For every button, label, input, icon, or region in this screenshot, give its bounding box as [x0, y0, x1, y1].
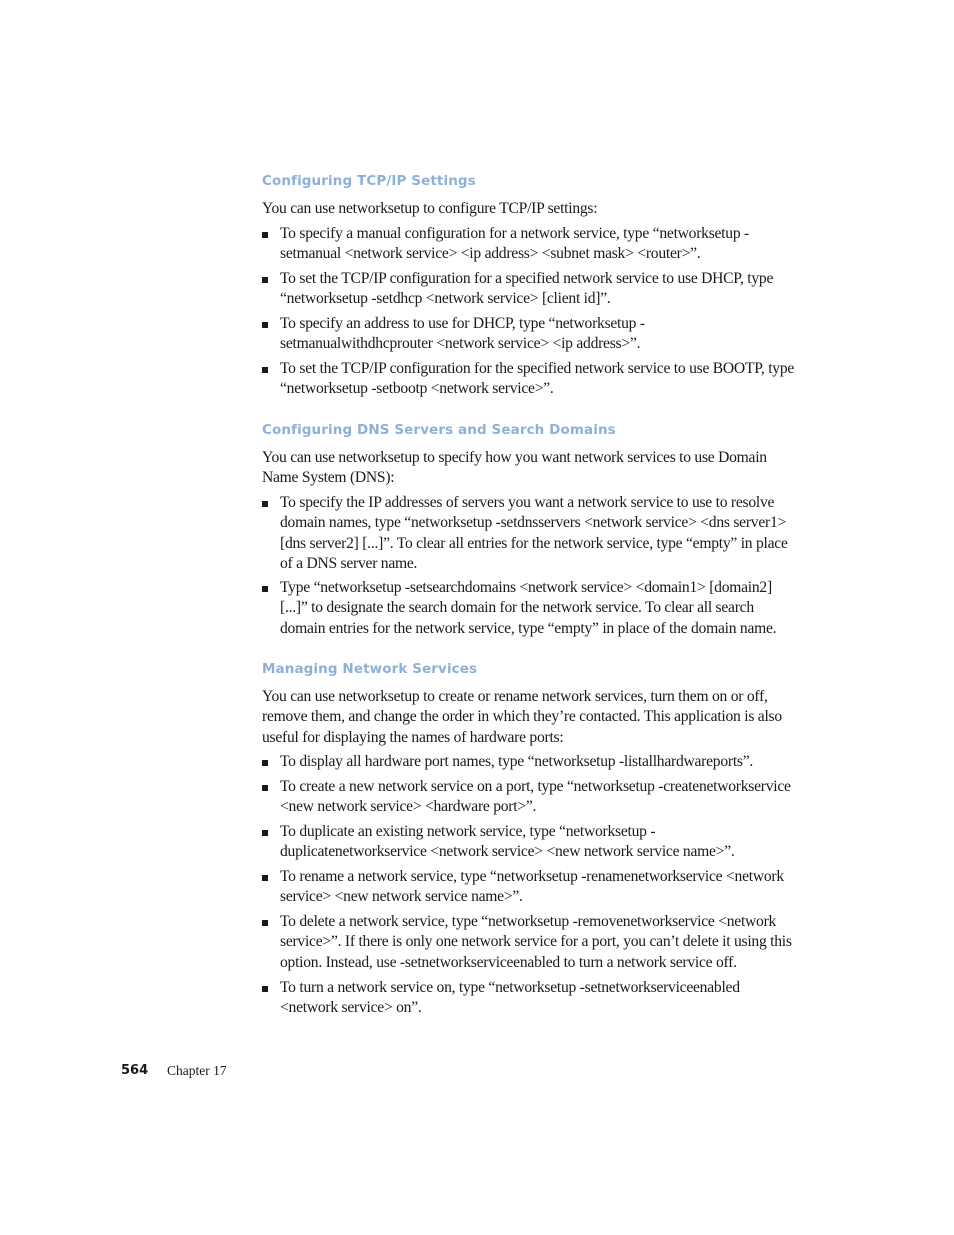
list-item	[262, 359, 797, 400]
bullet-square-icon	[262, 277, 268, 283]
bullet-square-icon	[262, 760, 268, 766]
list-item-text: To set the TCP/IP configuration for a specified network service to use DHCP, type “networksetup -setdhcp <network service> [client id]”.	[280, 270, 774, 308]
list-item-text: To set the TCP/IP configuration for the specified network service to use BOOTP, type “networksetup -setbootp <network service>”.	[280, 360, 795, 398]
list-item	[262, 493, 797, 574]
bullet-square-icon	[262, 785, 268, 791]
list-item	[262, 752, 797, 772]
bullet-square-icon	[262, 830, 268, 836]
list-item	[262, 867, 797, 908]
bullet-square-icon	[262, 322, 268, 328]
bullet-square-icon	[262, 986, 268, 992]
bullet-square-icon	[262, 875, 268, 881]
list-item-text: To display all hardware port names, type “networksetup -listallhardwareports”.	[280, 753, 754, 770]
list-item	[262, 822, 797, 863]
chapter-label: Chapter 17	[167, 1063, 227, 1078]
list-item	[262, 314, 797, 355]
list-item-text: To delete a network service, type “networksetup -removenetworkservice <network service>”. If there is only one network service for a port, you can’t delete it using this option. Instead, use -setnetworkserviceenabled to turn a network service off.	[280, 913, 792, 971]
section-intro-dns: You can use networksetup to specify how you want network services to use Domain Name System (DNS):	[262, 449, 767, 487]
list-item-text: To rename a network service, type “networksetup -renamenetworkservice <network service> <new network service name>”.	[280, 868, 784, 906]
list-item-text: To duplicate an existing network service, type “networksetup -duplicatenetworkservice <network service> <new network service name>”.	[280, 823, 735, 861]
section-heading-tcpip: Configuring TCP/IP Settings	[262, 173, 476, 189]
list-item-text: To specify an address to use for DHCP, type “networksetup -setmanualwithdhcprouter <network service> <ip address>”.	[280, 315, 645, 353]
list-item-text: To specify a manual configuration for a network service, type “networksetup -setmanual <network service> <ip address> <subnet mask> <router>”.	[280, 225, 749, 263]
page-number: 564	[121, 1063, 149, 1078]
list-item	[262, 578, 797, 639]
bullet-square-icon	[262, 501, 268, 507]
section-heading-network-services: Managing Network Services	[262, 661, 478, 677]
list-item	[262, 224, 797, 265]
list-item	[262, 777, 797, 818]
list-item	[262, 978, 797, 1019]
list-item	[262, 269, 797, 310]
section-heading-dns: Configuring DNS Servers and Search Domains	[262, 422, 616, 438]
bullet-square-icon	[262, 586, 268, 592]
list-item-text: To create a new network service on a port, type “networksetup -createnetworkservice <new network service> <hardware port>”.	[280, 778, 791, 816]
list-item-text: To specify the IP addresses of servers you want a network service to use to resolve domain names, type “networksetup -setdnsservers <network service> <dns server1> [dns server2] [...]”. To clear all entries for the network service, type “empty” in place of a DNS server name.	[280, 494, 788, 572]
list-item	[262, 912, 797, 973]
bullet-square-icon	[262, 367, 268, 373]
list-item-text: To turn a network service on, type “networksetup -setnetworkserviceenabled <network service> on”.	[280, 979, 740, 1017]
bullet-square-icon	[262, 920, 268, 926]
section-intro-tcpip: You can use networksetup to configure TCP/IP settings:	[262, 200, 598, 217]
section-intro-network-services: You can use networksetup to create or rename network services, turn them on or off, remove them, and change the order in which they’re contacted. This application is also useful for displaying the names of hardware ports:	[262, 688, 782, 746]
bullet-square-icon	[262, 232, 268, 238]
list-item-text: Type “networksetup -setsearchdomains <network service> <domain1> [domain2] [...]” to designate the search domain for the network service. To clear all search domain entries for the network service, type “empty” in place of the domain name.	[280, 579, 777, 637]
